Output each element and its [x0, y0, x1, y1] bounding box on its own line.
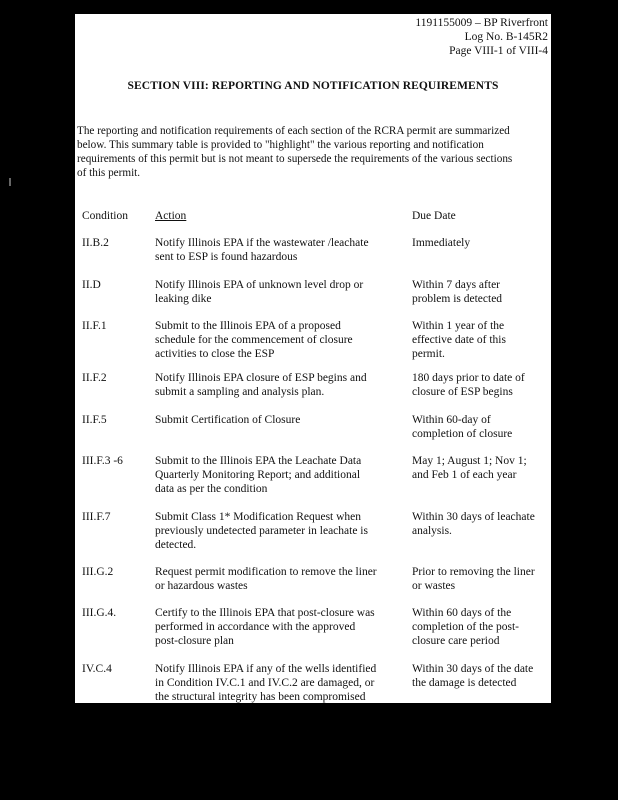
intro-line: requirements of this permit but is not meant to supersede the requirements of the various sections [77, 153, 513, 165]
document-page [75, 14, 551, 703]
cell-action [155, 565, 407, 593]
action-line: Notify Illinois EPA if any of the wells identified [155, 663, 377, 675]
due-line: Within 30 days of leachate [412, 511, 535, 523]
cell-due-date [412, 662, 552, 690]
due-line: Within 7 days after [412, 279, 500, 291]
cell-condition: II.F.5 [82, 414, 107, 426]
cell-due-date [412, 510, 552, 538]
due-line: Immediately [412, 237, 471, 249]
due-line: completion of closure [412, 428, 513, 440]
cell-due-date [412, 319, 552, 361]
due-line: Within 60-day of [412, 414, 491, 426]
action-line: submit a sampling and analysis plan. [155, 386, 325, 398]
header-due-date: Due Date [412, 210, 456, 222]
cell-condition: II.D [82, 279, 101, 291]
cell-due-date [412, 236, 552, 250]
cell-due-date [412, 413, 552, 441]
scan-mark [9, 178, 11, 186]
intro-line: The reporting and notification requirements of each section of the RCRA permit are summarized [77, 125, 510, 137]
header-log-number: Log No. B-145R2 [464, 31, 548, 43]
action-line: the structural integrity has been compromised [155, 691, 366, 703]
action-line: post-closure plan [155, 635, 234, 647]
action-line: Notify Illinois EPA if the wastewater /leachate [155, 237, 369, 249]
action-line: Notify Illinois EPA closure of ESP begins and [155, 372, 367, 384]
due-line: Prior to removing the liner [412, 566, 535, 578]
action-line: in Condition IV.C.1 and IV.C.2 are damaged, or [155, 677, 375, 689]
cell-due-date [412, 606, 552, 648]
cell-condition: III.G.4. [82, 607, 117, 619]
due-line: 180 days prior to date of [412, 372, 525, 384]
cell-condition: III.F.7 [82, 511, 111, 523]
cell-due-date [412, 371, 552, 399]
due-line: Within 30 days of the date [412, 663, 534, 675]
due-line: the damage is detected [412, 677, 517, 689]
action-line: performed in accordance with the approved [155, 621, 356, 633]
due-line: Within 1 year of the [412, 320, 505, 332]
cell-condition: II.B.2 [82, 237, 109, 249]
section-title: SECTION VIII: REPORTING AND NOTIFICATION REQUIREMENTS [127, 80, 499, 92]
cell-condition: II.F.2 [82, 372, 107, 384]
header-action: Action [155, 210, 187, 222]
due-line: May 1; August 1; Nov 1; [412, 455, 527, 467]
intro-line: below. This summary table is provided to "highlight" the various reporting and notification [77, 139, 484, 151]
cell-condition: III.G.2 [82, 566, 114, 578]
action-line: leaking dike [155, 293, 212, 305]
action-line: Submit to the Illinois EPA the Leachate Data [155, 455, 362, 467]
cell-condition: II.F.1 [82, 320, 107, 332]
due-line: or wastes [412, 580, 456, 592]
cell-condition: III.F.3 -6 [82, 455, 123, 467]
due-line: analysis. [412, 525, 452, 537]
due-line: permit. [412, 348, 445, 360]
due-line: and Feb 1 of each year [412, 469, 517, 481]
cell-action [155, 454, 407, 496]
action-line: data as per the condition [155, 483, 268, 495]
action-line: previously undetected parameter in leachate is [155, 525, 368, 537]
action-line: Submit to the Illinois EPA of a proposed [155, 320, 341, 332]
action-line: Submit Class 1* Modification Request when [155, 511, 362, 523]
cell-due-date [412, 278, 552, 306]
cell-action [155, 371, 407, 399]
intro-paragraph [77, 124, 547, 180]
cell-action [155, 278, 407, 306]
action-line: detected. [155, 539, 197, 551]
cell-action [155, 236, 407, 264]
intro-line: of this permit. [77, 167, 141, 179]
header-doc-id: 1191155009 – BP Riverfront [415, 17, 548, 29]
cell-action [155, 606, 407, 648]
action-line: sent to ESP is found hazardous [155, 251, 298, 263]
cell-action [155, 662, 407, 704]
due-line: Within 60 days of the [412, 607, 512, 619]
cell-action [155, 319, 407, 361]
action-line: Notify Illinois EPA of unknown level drop or [155, 279, 364, 291]
cell-due-date [412, 565, 552, 593]
action-line: Quarterly Monitoring Report; and additional [155, 469, 361, 481]
cell-action [155, 510, 407, 552]
header-condition: Condition [82, 210, 129, 222]
action-line: Request permit modification to remove the liner [155, 566, 377, 578]
action-line: activities to close the ESP [155, 348, 275, 360]
due-line: problem is detected [412, 293, 503, 305]
cell-action [155, 413, 407, 427]
cell-due-date [412, 454, 552, 482]
due-line: effective date of this [412, 334, 506, 346]
action-line: Submit Certification of Closure [155, 414, 301, 426]
cell-condition: IV.C.4 [82, 663, 112, 675]
header-page-number: Page VIII-1 of VIII-4 [449, 45, 548, 57]
action-line: or hazardous wastes [155, 580, 248, 592]
due-line: completion of the post- [412, 621, 519, 633]
due-line: closure care period [412, 635, 500, 647]
due-line: closure of ESP begins [412, 386, 513, 398]
action-line: schedule for the commencement of closure [155, 334, 353, 346]
action-line: Certify to the Illinois EPA that post-closure was [155, 607, 375, 619]
